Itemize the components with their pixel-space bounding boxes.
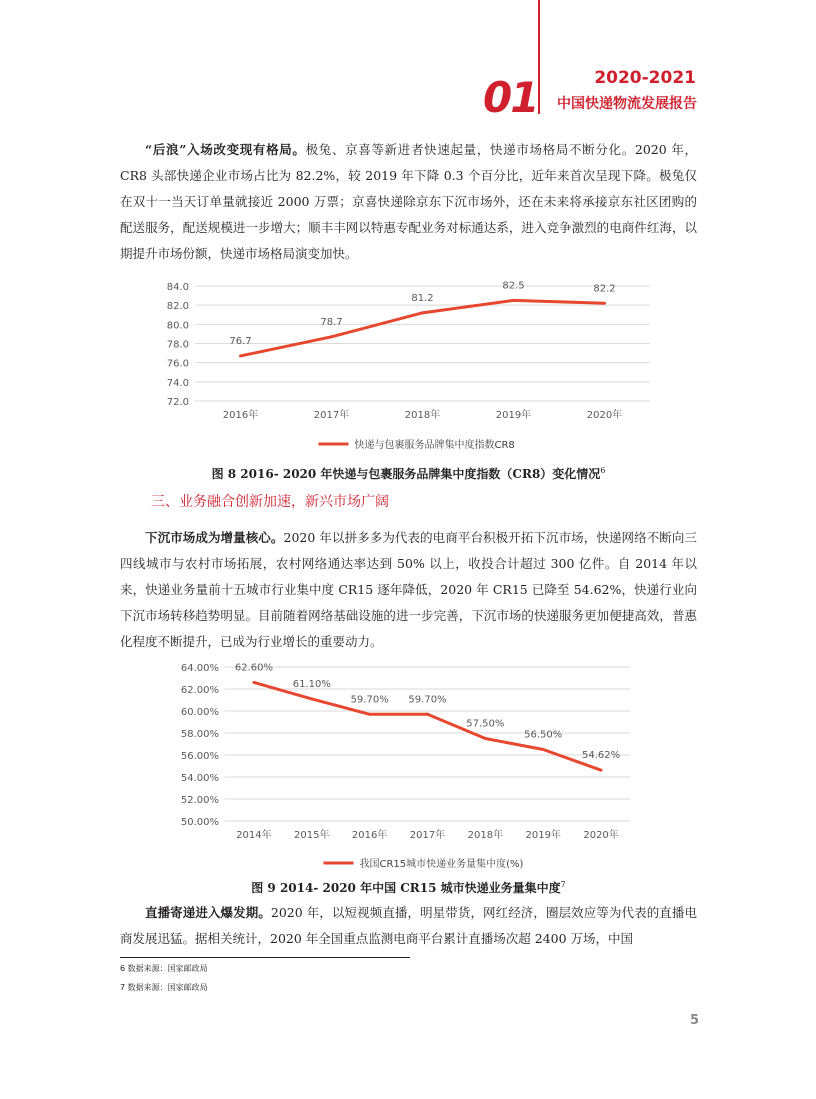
data-label: 54.62% — [582, 750, 621, 762]
x-tick-label: 2020年 — [583, 830, 619, 841]
x-tick-label: 2018年 — [467, 830, 504, 841]
paragraph-body: 2020 年，以短视频直播，明星带货，网红经济，圈层效应等为代表的直播电商发展迅猛。据相关统计，2020 年全国重点监测电商平台累计直播场次超 2400 万场，中国 — [120, 905, 697, 946]
footnote-divider — [120, 957, 410, 958]
data-point — [330, 335, 333, 338]
paragraph-lead: 下沉市场成为增量核心。 — [145, 530, 284, 545]
x-tick-label: 2014年 — [236, 830, 272, 841]
page-number: 5 — [690, 1013, 700, 1028]
data-label: 78.7 — [320, 316, 343, 328]
data-label: 82.2 — [593, 283, 616, 295]
y-tick-label: 58.00% — [180, 729, 219, 740]
paragraph-market-pattern — [120, 137, 697, 267]
x-tick-label: 2015年 — [294, 830, 330, 841]
paragraph-livestream-delivery — [120, 900, 697, 952]
data-label: 57.50% — [466, 718, 505, 730]
legend-label: 快递与包裹服务品牌集中度指数CR8 — [354, 440, 515, 451]
y-tick-label: 62.00% — [180, 685, 219, 696]
data-point — [426, 713, 429, 716]
figure-8-caption — [120, 463, 697, 482]
data-label: 82.5 — [502, 280, 525, 292]
data-point — [603, 302, 606, 305]
data-point — [512, 299, 515, 302]
paragraph-lead: 直播寄递进入爆发期。 — [145, 905, 271, 920]
data-label: 76.7 — [229, 335, 252, 347]
legend-label: 我国CR15城市快递业务量集中度(%) — [359, 859, 524, 870]
chart-cr8 — [150, 273, 670, 465]
y-tick-label: 78.0 — [166, 339, 189, 351]
header-divider-line — [538, 0, 540, 114]
y-tick-label: 60.00% — [180, 707, 219, 718]
chart-cr15-svg — [150, 656, 670, 876]
data-label: 81.2 — [411, 292, 434, 304]
figure-8-caption-text: 图 8 2016- 2020 年快递与包裹服务品牌集中度指数（CR8）变化情况 — [211, 467, 601, 481]
y-tick-label: 64.00% — [180, 663, 219, 674]
y-tick-label: 56.00% — [180, 751, 219, 762]
data-label: 59.70% — [350, 694, 389, 706]
y-tick-label: 84.0 — [166, 282, 189, 293]
paragraph-lower-tier-market — [120, 525, 697, 655]
data-label: 56.50% — [524, 729, 563, 741]
figure-9-footnote-ref: 7 — [560, 880, 566, 889]
data-label: 59.70% — [408, 694, 447, 706]
data-label: 61.10% — [292, 678, 331, 690]
footnote-7: 7 数据来源：国家邮政局 — [120, 983, 208, 992]
chart-cr15 — [150, 656, 670, 880]
x-tick-label: 2019年 — [525, 830, 561, 841]
footnote-6: 6 数据来源：国家邮政局 — [120, 964, 208, 973]
section-heading: 三、业务融合创新加速，新兴市场广阔 — [151, 494, 389, 510]
data-point — [484, 737, 487, 740]
data-point — [542, 748, 545, 751]
figure-9-caption — [120, 877, 697, 896]
header-report-title: 中国快递物流发展报告 — [557, 96, 697, 112]
y-tick-label: 54.00% — [180, 773, 219, 784]
data-label: 62.60% — [234, 662, 273, 674]
y-tick-label: 82.0 — [166, 301, 189, 313]
chart-cr8-svg — [150, 273, 670, 461]
x-tick-label: 2020年 — [586, 410, 623, 421]
y-tick-label: 80.0 — [166, 320, 189, 332]
data-point — [252, 681, 255, 684]
data-point — [368, 713, 371, 716]
data-point — [239, 354, 242, 357]
x-tick-label: 2017年 — [409, 830, 446, 841]
data-point — [310, 697, 313, 700]
y-tick-label: 76.0 — [166, 358, 189, 370]
data-point — [421, 311, 424, 314]
x-tick-label: 2018年 — [404, 410, 441, 421]
figure-8-footnote-ref: 6 — [600, 466, 606, 475]
series-line — [241, 300, 605, 356]
paragraph-lead: “后浪”入场改变现有格局。 — [145, 142, 306, 157]
paragraph-body: 极兔、京喜等新进者快速起量，快递市场格局不断分化。2020 年，CR8 头部快递企业市场占比为 82.2%，较 2019 年下降 0.3 个百分比，近年来首次呈现下降。极兔仅在双十一当天订单量就接近 2000 万票；京喜快递除京东下沉市场外，还在未来将承接京东社区团购的配送服务，配送规模进一步增大；顺丰丰网以特惠专配业务对标通达系，进入竞争激烈的电商件红海，以期提升市场份额，快递市场格局演变加快。 — [120, 142, 697, 261]
x-tick-label: 2016年 — [351, 830, 388, 841]
y-tick-label: 52.00% — [180, 795, 219, 806]
figure-9-caption-text: 图 9 2014- 2020 年中国 CR15 城市快递业务量集中度 — [251, 881, 561, 895]
y-tick-label: 74.0 — [166, 377, 189, 389]
data-point — [600, 769, 603, 772]
x-tick-label: 2016年 — [222, 410, 259, 421]
paragraph-body: 2020 年以拼多多为代表的电商平台积极开拓下沉市场，快递网络不断向三四线城市与农村市场拓展，农村网络通达率达到 50% 以上，收投合计超过 300 亿件。自 2014 年以来，快递业务量前十五城市行业集中度 CR15 逐年降低，2020 年 CR15 已降至 54.62%，快递行业向下沉市场转移趋势明显。目前随着网络基础设施的进一步完善，下沉市场的快递服务更加便捷高效，普惠化程度不断提升，已成为行业增长的重要动力。 — [120, 530, 697, 649]
chapter-number: 01 — [483, 73, 538, 122]
header-year-range: 2020-2021 — [594, 68, 696, 88]
x-tick-label: 2019年 — [495, 410, 532, 421]
y-tick-label: 50.00% — [180, 817, 219, 828]
y-tick-label: 72.0 — [166, 397, 189, 408]
x-tick-label: 2017年 — [313, 410, 350, 421]
